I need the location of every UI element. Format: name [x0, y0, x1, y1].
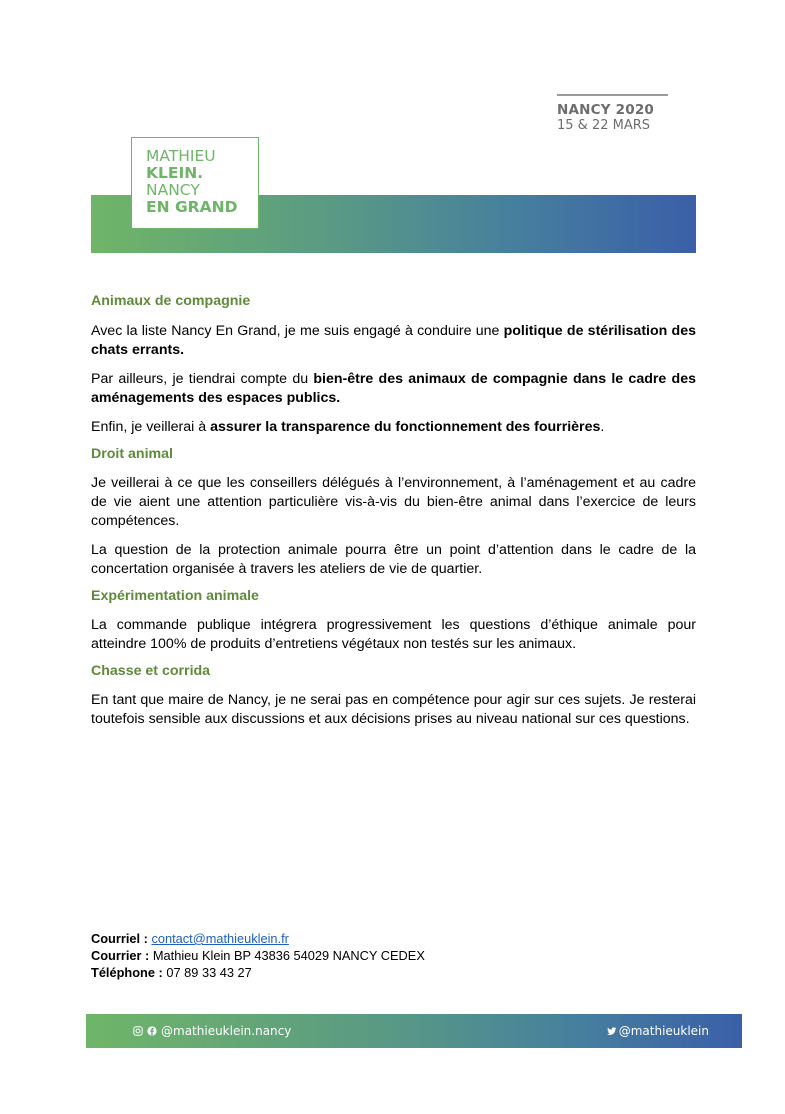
logo-line: NANCY [146, 181, 200, 199]
contact-email-row: Courriel : contact@mathieuklein.fr [91, 931, 289, 946]
section-title: Expérimentation animale [91, 588, 259, 604]
twitter-icon [607, 1026, 617, 1036]
section-title: Droit animal [91, 446, 173, 462]
instagram-icon [133, 1026, 143, 1036]
social-left [133, 1024, 291, 1038]
footer-banner [86, 1014, 742, 1048]
section-title: Animaux de compagnie [91, 293, 251, 309]
event-block [557, 94, 668, 134]
logo-line: KLEIN. [146, 164, 204, 182]
document-body [91, 292, 696, 729]
paragraph: Avec la liste Nancy En Grand, je me suis engagé à conduire une politique de stérilisation des chats errants. [91, 323, 696, 358]
paragraph: La commande publique intégrera progressivement les questions d’éthique animale pour atteindre 100% de produits d’entretiens végétaux non testés sur les animaux. [91, 617, 696, 652]
logo-line: MATHIEU [146, 147, 216, 165]
paragraph: La question de la protection animale pourra être un point d’attention dans le cadre de la concertation organisée à travers les ateliers de vie de quartier. [91, 542, 696, 577]
instagram-facebook-handle[interactable]: @mathieuklein.nancy [161, 1024, 292, 1038]
facebook-icon [147, 1026, 157, 1036]
section-title: Chasse et corrida [91, 663, 211, 679]
contact-mail-row: Courrier : Mathieu Klein BP 43836 54029 NANCY CEDEX [91, 948, 425, 963]
event-dates: 15 & 22 MARS [557, 118, 651, 133]
divider [557, 94, 668, 96]
email-link[interactable]: contact@mathieuklein.fr [151, 931, 289, 946]
logo-line: EN GRAND [146, 198, 238, 216]
paragraph: Je veillerai à ce que les conseillers délégués à l’environnement, à l’aménagement et au cadre de vie aient une attention particulière vis-à-vis du bien-être animal dans l’exercice de leurs compétences. [91, 475, 696, 529]
paragraph: Enfin, je veillerai à assurer la transparence du fonctionnement des fourrières. [91, 419, 605, 435]
twitter-handle[interactable]: @mathieuklein [618, 1024, 709, 1038]
paragraph: En tant que maire de Nancy, je ne serai pas en compétence pour agir sur ces sujets. Je resterai toutefois sensible aux discussions et aux décisions prises au niveau national sur ces questions. [91, 692, 696, 727]
contact-block [91, 930, 425, 981]
social-right [607, 1024, 709, 1038]
logo [131, 137, 259, 229]
paragraph: Par ailleurs, je tiendrai compte du bien-être des animaux de compagnie dans le cadre des aménagements des espaces publics. [91, 371, 696, 406]
contact-phone-row: Téléphone : 07 89 33 43 27 [91, 965, 252, 980]
event-title: NANCY 2020 [557, 102, 655, 118]
